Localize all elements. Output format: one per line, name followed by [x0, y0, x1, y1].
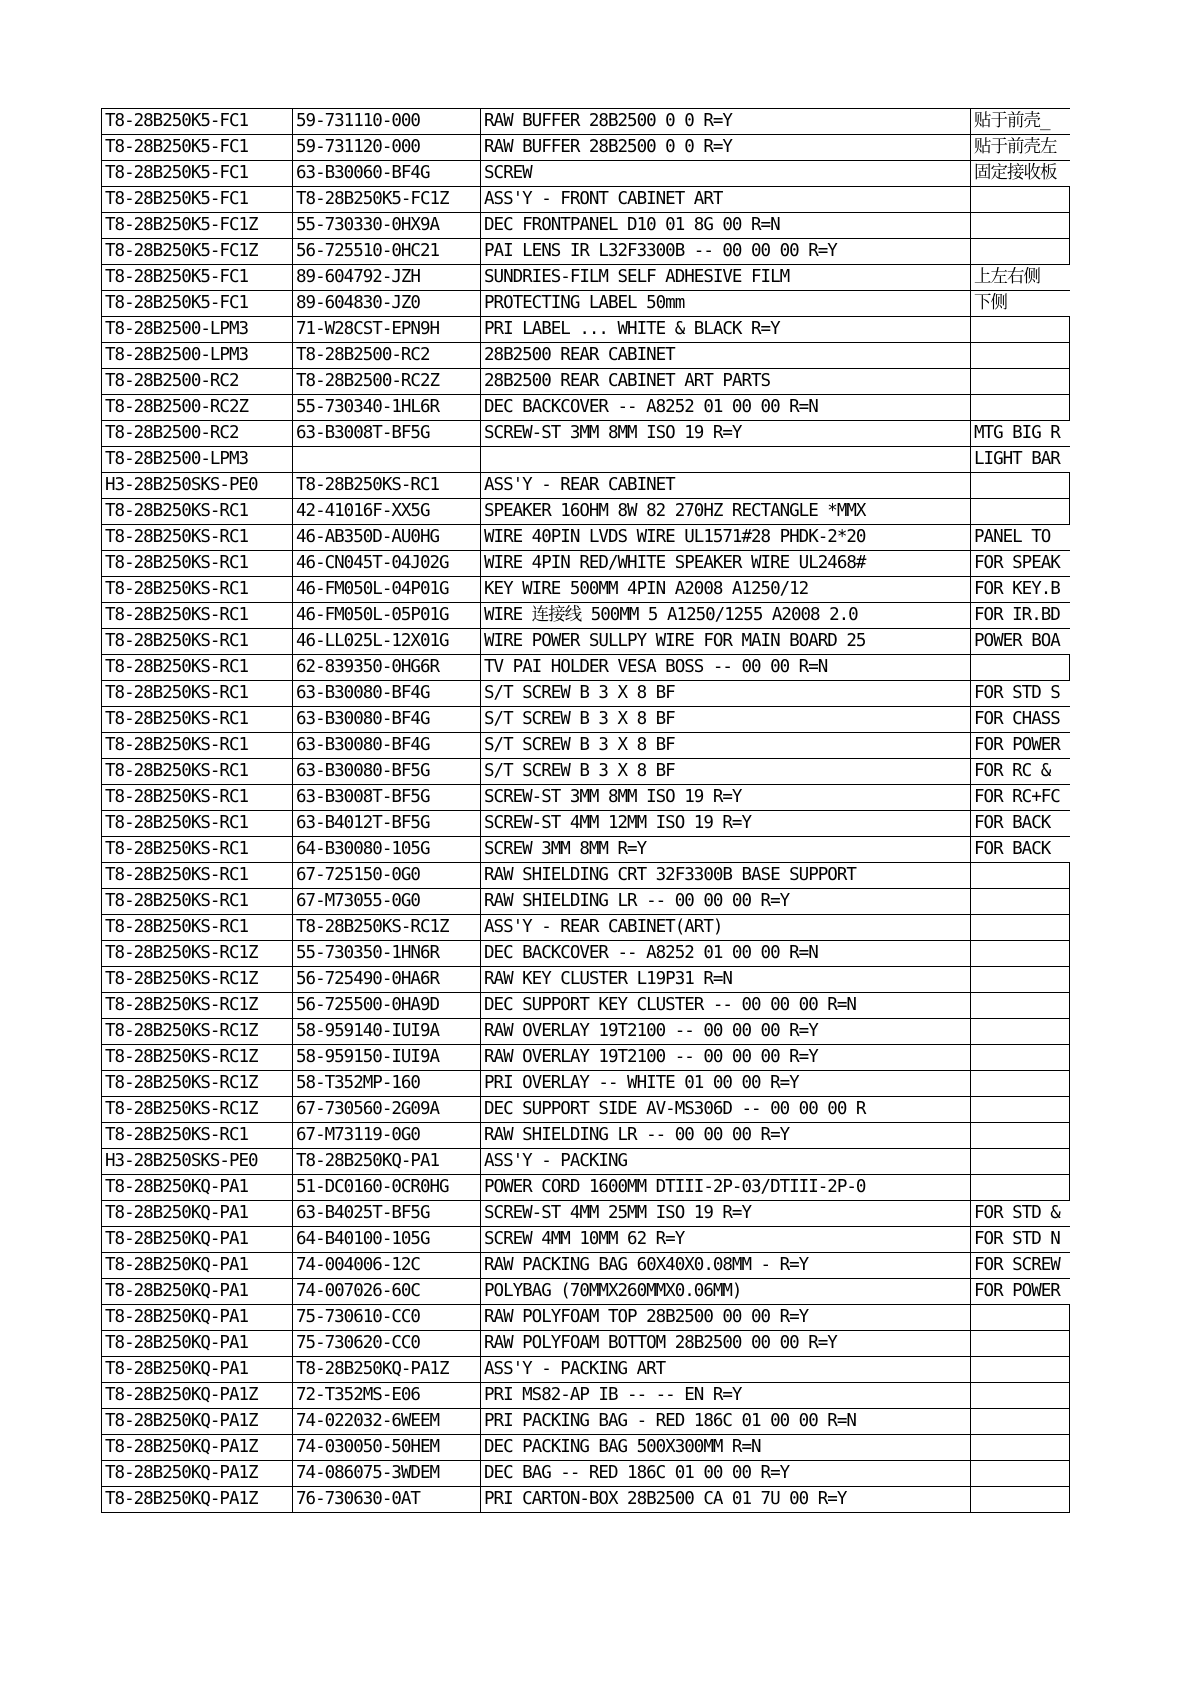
remark-cell: 固定接收板: [971, 161, 1070, 187]
table-row: [102, 447, 1070, 473]
description-cell: DEC PACKING BAG 500X300MM R=N: [481, 1435, 971, 1461]
parent-part-cell: T8-28B250KS-RC1: [102, 759, 293, 785]
parent-part-cell: T8-28B250KS-RC1: [102, 889, 293, 915]
parent-part-cell: T8-28B250KS-RC1: [102, 915, 293, 941]
remark-cell: [971, 655, 1070, 681]
table-row: [102, 343, 1070, 369]
description-cell: SCREW-ST 4MM 25MM ISO 19 R=Y: [481, 1201, 971, 1227]
description-cell: WIRE 4PIN RED/WHITE SPEAKER WIRE UL2468#: [481, 551, 971, 577]
table-row: [102, 759, 1070, 785]
part-number-cell: 58-959140-IUI9A: [293, 1019, 481, 1045]
part-number-cell: 59-731120-000: [293, 135, 481, 161]
remark-cell: 上左右侧: [971, 265, 1070, 291]
remark-cell: 贴于前壳_: [971, 109, 1070, 135]
table-row: [102, 1383, 1070, 1409]
parent-part-cell: H3-28B250SKS-PE0: [102, 1149, 293, 1175]
part-number-cell: 42-41016F-XX5G: [293, 499, 481, 525]
parent-part-cell: T8-28B250KQ-PA1: [102, 1175, 293, 1201]
remark-cell: FOR KEY.B: [971, 577, 1070, 603]
description-cell: DEC BACKCOVER -- A8252 01 00 00 R=N: [481, 941, 971, 967]
remark-cell: FOR POWER: [971, 1279, 1070, 1305]
table-row: [102, 681, 1070, 707]
table-row: [102, 1357, 1070, 1383]
table-row: [102, 785, 1070, 811]
parent-part-cell: T8-28B250KQ-PA1Z: [102, 1409, 293, 1435]
table-row: [102, 1253, 1070, 1279]
table-row: [102, 915, 1070, 941]
table-row: [102, 161, 1070, 187]
description-cell: ASS'Y - PACKING: [481, 1149, 971, 1175]
description-cell: SCREW 3MM 8MM R=Y: [481, 837, 971, 863]
parent-part-cell: T8-28B250K5-FC1: [102, 265, 293, 291]
remark-cell: LIGHT BAR: [971, 447, 1070, 473]
part-number-cell: 46-FM050L-04P01G: [293, 577, 481, 603]
description-cell: SPEAKER 16OHM 8W 82 270HZ RECTANGLE *MMX: [481, 499, 971, 525]
table-row: [102, 603, 1070, 629]
remark-cell: FOR STD N: [971, 1227, 1070, 1253]
description-cell: PRI MS82-AP IB -- -- EN R=Y: [481, 1383, 971, 1409]
description-cell: S/T SCREW B 3 X 8 BF: [481, 759, 971, 785]
parent-part-cell: T8-28B250KS-RC1: [102, 863, 293, 889]
parent-part-cell: T8-28B250KS-RC1Z: [102, 1045, 293, 1071]
part-number-cell: T8-28B250KQ-PA1: [293, 1149, 481, 1175]
part-number-cell: 46-CN045T-04J02G: [293, 551, 481, 577]
parent-part-cell: T8-28B250KQ-PA1: [102, 1227, 293, 1253]
table-row: [102, 1019, 1070, 1045]
parent-part-cell: T8-28B250KS-RC1: [102, 629, 293, 655]
part-number-cell: 46-FM050L-05P01G: [293, 603, 481, 629]
part-number-cell: 55-730330-0HX9A: [293, 213, 481, 239]
remark-cell: [971, 1461, 1070, 1487]
parent-part-cell: T8-28B2500-RC2Z: [102, 395, 293, 421]
parent-part-cell: H3-28B250SKS-PE0: [102, 473, 293, 499]
remark-cell: FOR CHASS: [971, 707, 1070, 733]
remark-cell: [971, 317, 1070, 343]
part-number-cell: 63-B30080-BF4G: [293, 707, 481, 733]
description-cell: RAW POLYFOAM TOP 28B2500 00 00 R=Y: [481, 1305, 971, 1331]
table-row: [102, 291, 1070, 317]
parent-part-cell: T8-28B250KS-RC1: [102, 811, 293, 837]
remark-cell: FOR STD S: [971, 681, 1070, 707]
remark-cell: MTG BIG R: [971, 421, 1070, 447]
table-row: [102, 655, 1070, 681]
table-row: [102, 213, 1070, 239]
table-row: [102, 1123, 1070, 1149]
remark-cell: [971, 343, 1070, 369]
description-cell: POLYBAG (70MMX260MMX0.06MM): [481, 1279, 971, 1305]
description-cell: DEC SUPPORT KEY CLUSTER -- 00 00 00 R=N: [481, 993, 971, 1019]
part-number-cell: 58-959150-IUI9A: [293, 1045, 481, 1071]
description-cell: RAW POLYFOAM BOTTOM 28B2500 00 00 R=Y: [481, 1331, 971, 1357]
remark-cell: [971, 1487, 1070, 1513]
parent-part-cell: T8-28B250KQ-PA1: [102, 1331, 293, 1357]
description-cell: PRI CARTON-BOX 28B2500 CA 01 7U 00 R=Y: [481, 1487, 971, 1513]
description-cell: ASS'Y - PACKING ART: [481, 1357, 971, 1383]
part-number-cell: 58-T352MP-160: [293, 1071, 481, 1097]
remark-cell: FOR BACK: [971, 811, 1070, 837]
description-cell: S/T SCREW B 3 X 8 BF: [481, 707, 971, 733]
part-number-cell: 72-T352MS-E06: [293, 1383, 481, 1409]
description-cell: RAW SHIELDING LR -- 00 00 00 R=Y: [481, 1123, 971, 1149]
remark-cell: [971, 941, 1070, 967]
parent-part-cell: T8-28B250K5-FC1: [102, 135, 293, 161]
description-cell: PRI PACKING BAG - RED 186C 01 00 00 R=N: [481, 1409, 971, 1435]
remark-cell: [971, 1409, 1070, 1435]
parent-part-cell: T8-28B250KQ-PA1: [102, 1357, 293, 1383]
description-cell: RAW KEY CLUSTER L19P31 R=N: [481, 967, 971, 993]
table-row: [102, 967, 1070, 993]
description-cell: S/T SCREW B 3 X 8 BF: [481, 681, 971, 707]
parent-part-cell: T8-28B250K5-FC1Z: [102, 239, 293, 265]
part-number-cell: 63-B4012T-BF5G: [293, 811, 481, 837]
part-number-cell: 63-B30080-BF5G: [293, 759, 481, 785]
table-row: [102, 1279, 1070, 1305]
table-row: [102, 1201, 1070, 1227]
parent-part-cell: T8-28B250KS-RC1: [102, 707, 293, 733]
part-number-cell: 74-004006-12C: [293, 1253, 481, 1279]
parent-part-cell: T8-28B250K5-FC1Z: [102, 213, 293, 239]
part-number-cell: 89-604830-JZ0: [293, 291, 481, 317]
remark-cell: [971, 187, 1070, 213]
remark-cell: [971, 889, 1070, 915]
table-row: [102, 395, 1070, 421]
remark-cell: [971, 1149, 1070, 1175]
part-number-cell: 74-022032-6WEEM: [293, 1409, 481, 1435]
remark-cell: [971, 967, 1070, 993]
part-number-cell: 59-731110-000: [293, 109, 481, 135]
parent-part-cell: T8-28B250KQ-PA1Z: [102, 1461, 293, 1487]
remark-cell: [971, 1435, 1070, 1461]
part-number-cell: 63-B30080-BF4G: [293, 681, 481, 707]
parent-part-cell: T8-28B250KS-RC1Z: [102, 1019, 293, 1045]
parent-part-cell: T8-28B250KS-RC1: [102, 681, 293, 707]
table-row: [102, 889, 1070, 915]
part-number-cell: 55-730350-1HN6R: [293, 941, 481, 967]
description-cell: [481, 447, 971, 473]
parent-part-cell: T8-28B250KS-RC1Z: [102, 967, 293, 993]
parent-part-cell: T8-28B250KQ-PA1: [102, 1279, 293, 1305]
parent-part-cell: T8-28B250KS-RC1: [102, 577, 293, 603]
parent-part-cell: T8-28B250KQ-PA1Z: [102, 1487, 293, 1513]
remark-cell: [971, 213, 1070, 239]
description-cell: WIRE 40PIN LVDS WIRE UL1571#28 PHDK-2*20: [481, 525, 971, 551]
remark-cell: [971, 395, 1070, 421]
remark-cell: FOR RC+FC: [971, 785, 1070, 811]
parent-part-cell: T8-28B250KS-RC1: [102, 655, 293, 681]
table-row: [102, 551, 1070, 577]
table-row: [102, 1331, 1070, 1357]
parent-part-cell: T8-28B2500-RC2: [102, 421, 293, 447]
table-row: [102, 1227, 1070, 1253]
description-cell: RAW BUFFER 28B2500 0 0 R=Y: [481, 135, 971, 161]
description-cell: DEC SUPPORT SIDE AV-MS306D -- 00 00 00 R: [481, 1097, 971, 1123]
remark-cell: [971, 1123, 1070, 1149]
part-number-cell: 46-AB350D-AU0HG: [293, 525, 481, 551]
table-row: [102, 499, 1070, 525]
part-number-cell: T8-28B250KQ-PA1Z: [293, 1357, 481, 1383]
remark-cell: [971, 1175, 1070, 1201]
table-row: [102, 1097, 1070, 1123]
description-cell: PRI LABEL ... WHITE & BLACK R=Y: [481, 317, 971, 343]
remark-cell: [971, 499, 1070, 525]
part-number-cell: T8-28B250K5-FC1Z: [293, 187, 481, 213]
part-number-cell: 63-B30060-BF4G: [293, 161, 481, 187]
table-row: [102, 421, 1070, 447]
table-row: [102, 811, 1070, 837]
part-number-cell: 56-725490-0HA6R: [293, 967, 481, 993]
part-number-cell: 75-730620-CC0: [293, 1331, 481, 1357]
part-number-cell: T8-28B2500-RC2: [293, 343, 481, 369]
parent-part-cell: T8-28B2500-LPM3: [102, 317, 293, 343]
description-cell: SCREW: [481, 161, 971, 187]
description-cell: RAW SHIELDING CRT 32F3300B BASE SUPPORT: [481, 863, 971, 889]
table-row: [102, 1149, 1070, 1175]
remark-cell: 下侧: [971, 291, 1070, 317]
description-cell: ASS'Y - REAR CABINET(ART): [481, 915, 971, 941]
remark-cell: [971, 915, 1070, 941]
remark-cell: PANEL TO: [971, 525, 1070, 551]
part-number-cell: 89-604792-JZH: [293, 265, 481, 291]
description-cell: TV PAI HOLDER VESA BOSS -- 00 00 R=N: [481, 655, 971, 681]
table-row: [102, 629, 1070, 655]
parent-part-cell: T8-28B250K5-FC1: [102, 187, 293, 213]
parent-part-cell: T8-28B250KS-RC1Z: [102, 941, 293, 967]
table-row: [102, 1409, 1070, 1435]
parent-part-cell: T8-28B250KS-RC1: [102, 499, 293, 525]
part-number-cell: [293, 447, 481, 473]
part-number-cell: 75-730610-CC0: [293, 1305, 481, 1331]
description-cell: S/T SCREW B 3 X 8 BF: [481, 733, 971, 759]
table-row: [102, 1175, 1070, 1201]
parent-part-cell: T8-28B250KQ-PA1: [102, 1305, 293, 1331]
remark-cell: [971, 1045, 1070, 1071]
parent-part-cell: T8-28B250K5-FC1: [102, 291, 293, 317]
part-number-cell: 64-B30080-105G: [293, 837, 481, 863]
parent-part-cell: T8-28B250K5-FC1: [102, 109, 293, 135]
remark-cell: [971, 369, 1070, 395]
part-number-cell: 76-730630-0AT: [293, 1487, 481, 1513]
table-row: [102, 1435, 1070, 1461]
table-row: [102, 317, 1070, 343]
table-row: [102, 1071, 1070, 1097]
part-number-cell: 63-B3008T-BF5G: [293, 421, 481, 447]
table-row: [102, 1045, 1070, 1071]
part-number-cell: 67-M73055-0G0: [293, 889, 481, 915]
remark-cell: [971, 1305, 1070, 1331]
table-row: [102, 707, 1070, 733]
part-number-cell: 64-B40100-105G: [293, 1227, 481, 1253]
description-cell: DEC BACKCOVER -- A8252 01 00 00 R=N: [481, 395, 971, 421]
remark-cell: FOR STD &: [971, 1201, 1070, 1227]
remark-cell: FOR BACK: [971, 837, 1070, 863]
remark-cell: [971, 1019, 1070, 1045]
parent-part-cell: T8-28B250KQ-PA1Z: [102, 1435, 293, 1461]
remark-cell: FOR POWER: [971, 733, 1070, 759]
part-number-cell: 56-725500-0HA9D: [293, 993, 481, 1019]
parent-part-cell: T8-28B250KS-RC1: [102, 837, 293, 863]
part-number-cell: T8-28B250KS-RC1Z: [293, 915, 481, 941]
table-row: [102, 941, 1070, 967]
parent-part-cell: T8-28B250KS-RC1: [102, 551, 293, 577]
parent-part-cell: T8-28B250KS-RC1: [102, 525, 293, 551]
table-row: [102, 993, 1070, 1019]
part-number-cell: T8-28B2500-RC2Z: [293, 369, 481, 395]
description-cell: PROTECTING LABEL 50mm: [481, 291, 971, 317]
remark-cell: [971, 1097, 1070, 1123]
table-row: [102, 369, 1070, 395]
table-row: [102, 525, 1070, 551]
table-row: [102, 1487, 1070, 1513]
description-cell: DEC BAG -- RED 186C 01 00 00 R=Y: [481, 1461, 971, 1487]
table-row: [102, 1461, 1070, 1487]
part-number-cell: 71-W28CST-EPN9H: [293, 317, 481, 343]
parent-part-cell: T8-28B2500-RC2: [102, 369, 293, 395]
table-row: [102, 733, 1070, 759]
remark-cell: FOR SPEAK: [971, 551, 1070, 577]
description-cell: 28B2500 REAR CABINET: [481, 343, 971, 369]
bom-table: [101, 108, 1070, 1513]
remark-cell: 贴于前壳左: [971, 135, 1070, 161]
part-number-cell: 67-M73119-0G0: [293, 1123, 481, 1149]
parent-part-cell: T8-28B250KQ-PA1Z: [102, 1383, 293, 1409]
description-cell: WIRE POWER SULLPY WIRE FOR MAIN BOARD 25: [481, 629, 971, 655]
description-cell: SCREW-ST 3MM 8MM ISO 19 R=Y: [481, 421, 971, 447]
part-number-cell: 74-030050-50HEM: [293, 1435, 481, 1461]
part-number-cell: 63-B4025T-BF5G: [293, 1201, 481, 1227]
parent-part-cell: T8-28B250KS-RC1: [102, 603, 293, 629]
parent-part-cell: T8-28B2500-LPM3: [102, 343, 293, 369]
description-cell: RAW OVERLAY 19T2100 -- 00 00 00 R=Y: [481, 1019, 971, 1045]
remark-cell: [971, 1357, 1070, 1383]
remark-cell: [971, 1383, 1070, 1409]
remark-cell: [971, 239, 1070, 265]
description-cell: RAW BUFFER 28B2500 0 0 R=Y: [481, 109, 971, 135]
table-row: [102, 187, 1070, 213]
parent-part-cell: T8-28B250KS-RC1: [102, 733, 293, 759]
remark-cell: [971, 993, 1070, 1019]
part-number-cell: 67-725150-0G0: [293, 863, 481, 889]
remark-cell: FOR IR.BD: [971, 603, 1070, 629]
description-cell: SCREW-ST 4MM 12MM ISO 19 R=Y: [481, 811, 971, 837]
description-cell: ASS'Y - FRONT CABINET ART: [481, 187, 971, 213]
part-number-cell: 46-LL025L-12X01G: [293, 629, 481, 655]
parent-part-cell: T8-28B250KS-RC1Z: [102, 1097, 293, 1123]
description-cell: POWER CORD 1600MM DTIII-2P-03/DTIII-2P-0: [481, 1175, 971, 1201]
description-cell: WIRE 连接线 500MM 5 A1250/1255 A2008 2.0: [481, 603, 971, 629]
remark-cell: [971, 863, 1070, 889]
part-number-cell: 67-730560-2G09A: [293, 1097, 481, 1123]
description-cell: RAW SHIELDING LR -- 00 00 00 R=Y: [481, 889, 971, 915]
table-row: [102, 577, 1070, 603]
part-number-cell: 74-007026-60C: [293, 1279, 481, 1305]
description-cell: RAW OVERLAY 19T2100 -- 00 00 00 R=Y: [481, 1045, 971, 1071]
description-cell: RAW PACKING BAG 60X40X0.08MM - R=Y: [481, 1253, 971, 1279]
remark-cell: POWER BOA: [971, 629, 1070, 655]
parent-part-cell: T8-28B250KS-RC1Z: [102, 1071, 293, 1097]
table-row: [102, 265, 1070, 291]
description-cell: SUNDRIES-FILM SELF ADHESIVE FILM: [481, 265, 971, 291]
parent-part-cell: T8-28B2500-LPM3: [102, 447, 293, 473]
parent-part-cell: T8-28B250KS-RC1Z: [102, 993, 293, 1019]
remark-cell: FOR SCREW: [971, 1253, 1070, 1279]
part-number-cell: 62-839350-0HG6R: [293, 655, 481, 681]
description-cell: ASS'Y - REAR CABINET: [481, 473, 971, 499]
description-cell: KEY WIRE 500MM 4PIN A2008 A1250/12: [481, 577, 971, 603]
table-row: [102, 239, 1070, 265]
part-number-cell: 56-725510-0HC21: [293, 239, 481, 265]
description-cell: PRI OVERLAY -- WHITE 01 00 00 R=Y: [481, 1071, 971, 1097]
description-cell: PAI LENS IR L32F3300B -- 00 00 00 R=Y: [481, 239, 971, 265]
table-row: [102, 473, 1070, 499]
description-cell: 28B2500 REAR CABINET ART PARTS: [481, 369, 971, 395]
part-number-cell: T8-28B250KS-RC1: [293, 473, 481, 499]
part-number-cell: 63-B3008T-BF5G: [293, 785, 481, 811]
table-row: [102, 109, 1070, 135]
remark-cell: [971, 473, 1070, 499]
parent-part-cell: T8-28B250KS-RC1: [102, 785, 293, 811]
part-number-cell: 63-B30080-BF4G: [293, 733, 481, 759]
description-cell: DEC FRONTPANEL D10 01 8G 00 R=N: [481, 213, 971, 239]
table-row: [102, 863, 1070, 889]
table-row: [102, 837, 1070, 863]
table-row: [102, 135, 1070, 161]
parent-part-cell: T8-28B250KS-RC1: [102, 1123, 293, 1149]
part-number-cell: 51-DC0160-0CR0HG: [293, 1175, 481, 1201]
bom-table-body: [102, 109, 1070, 1513]
remark-cell: [971, 1331, 1070, 1357]
remark-cell: [971, 1071, 1070, 1097]
remark-cell: FOR RC &: [971, 759, 1070, 785]
parent-part-cell: T8-28B250KQ-PA1: [102, 1201, 293, 1227]
part-number-cell: 74-086075-3WDEM: [293, 1461, 481, 1487]
parent-part-cell: T8-28B250K5-FC1: [102, 161, 293, 187]
parent-part-cell: T8-28B250KQ-PA1: [102, 1253, 293, 1279]
table-row: [102, 1305, 1070, 1331]
description-cell: SCREW 4MM 10MM 62 R=Y: [481, 1227, 971, 1253]
description-cell: SCREW-ST 3MM 8MM ISO 19 R=Y: [481, 785, 971, 811]
part-number-cell: 55-730340-1HL6R: [293, 395, 481, 421]
